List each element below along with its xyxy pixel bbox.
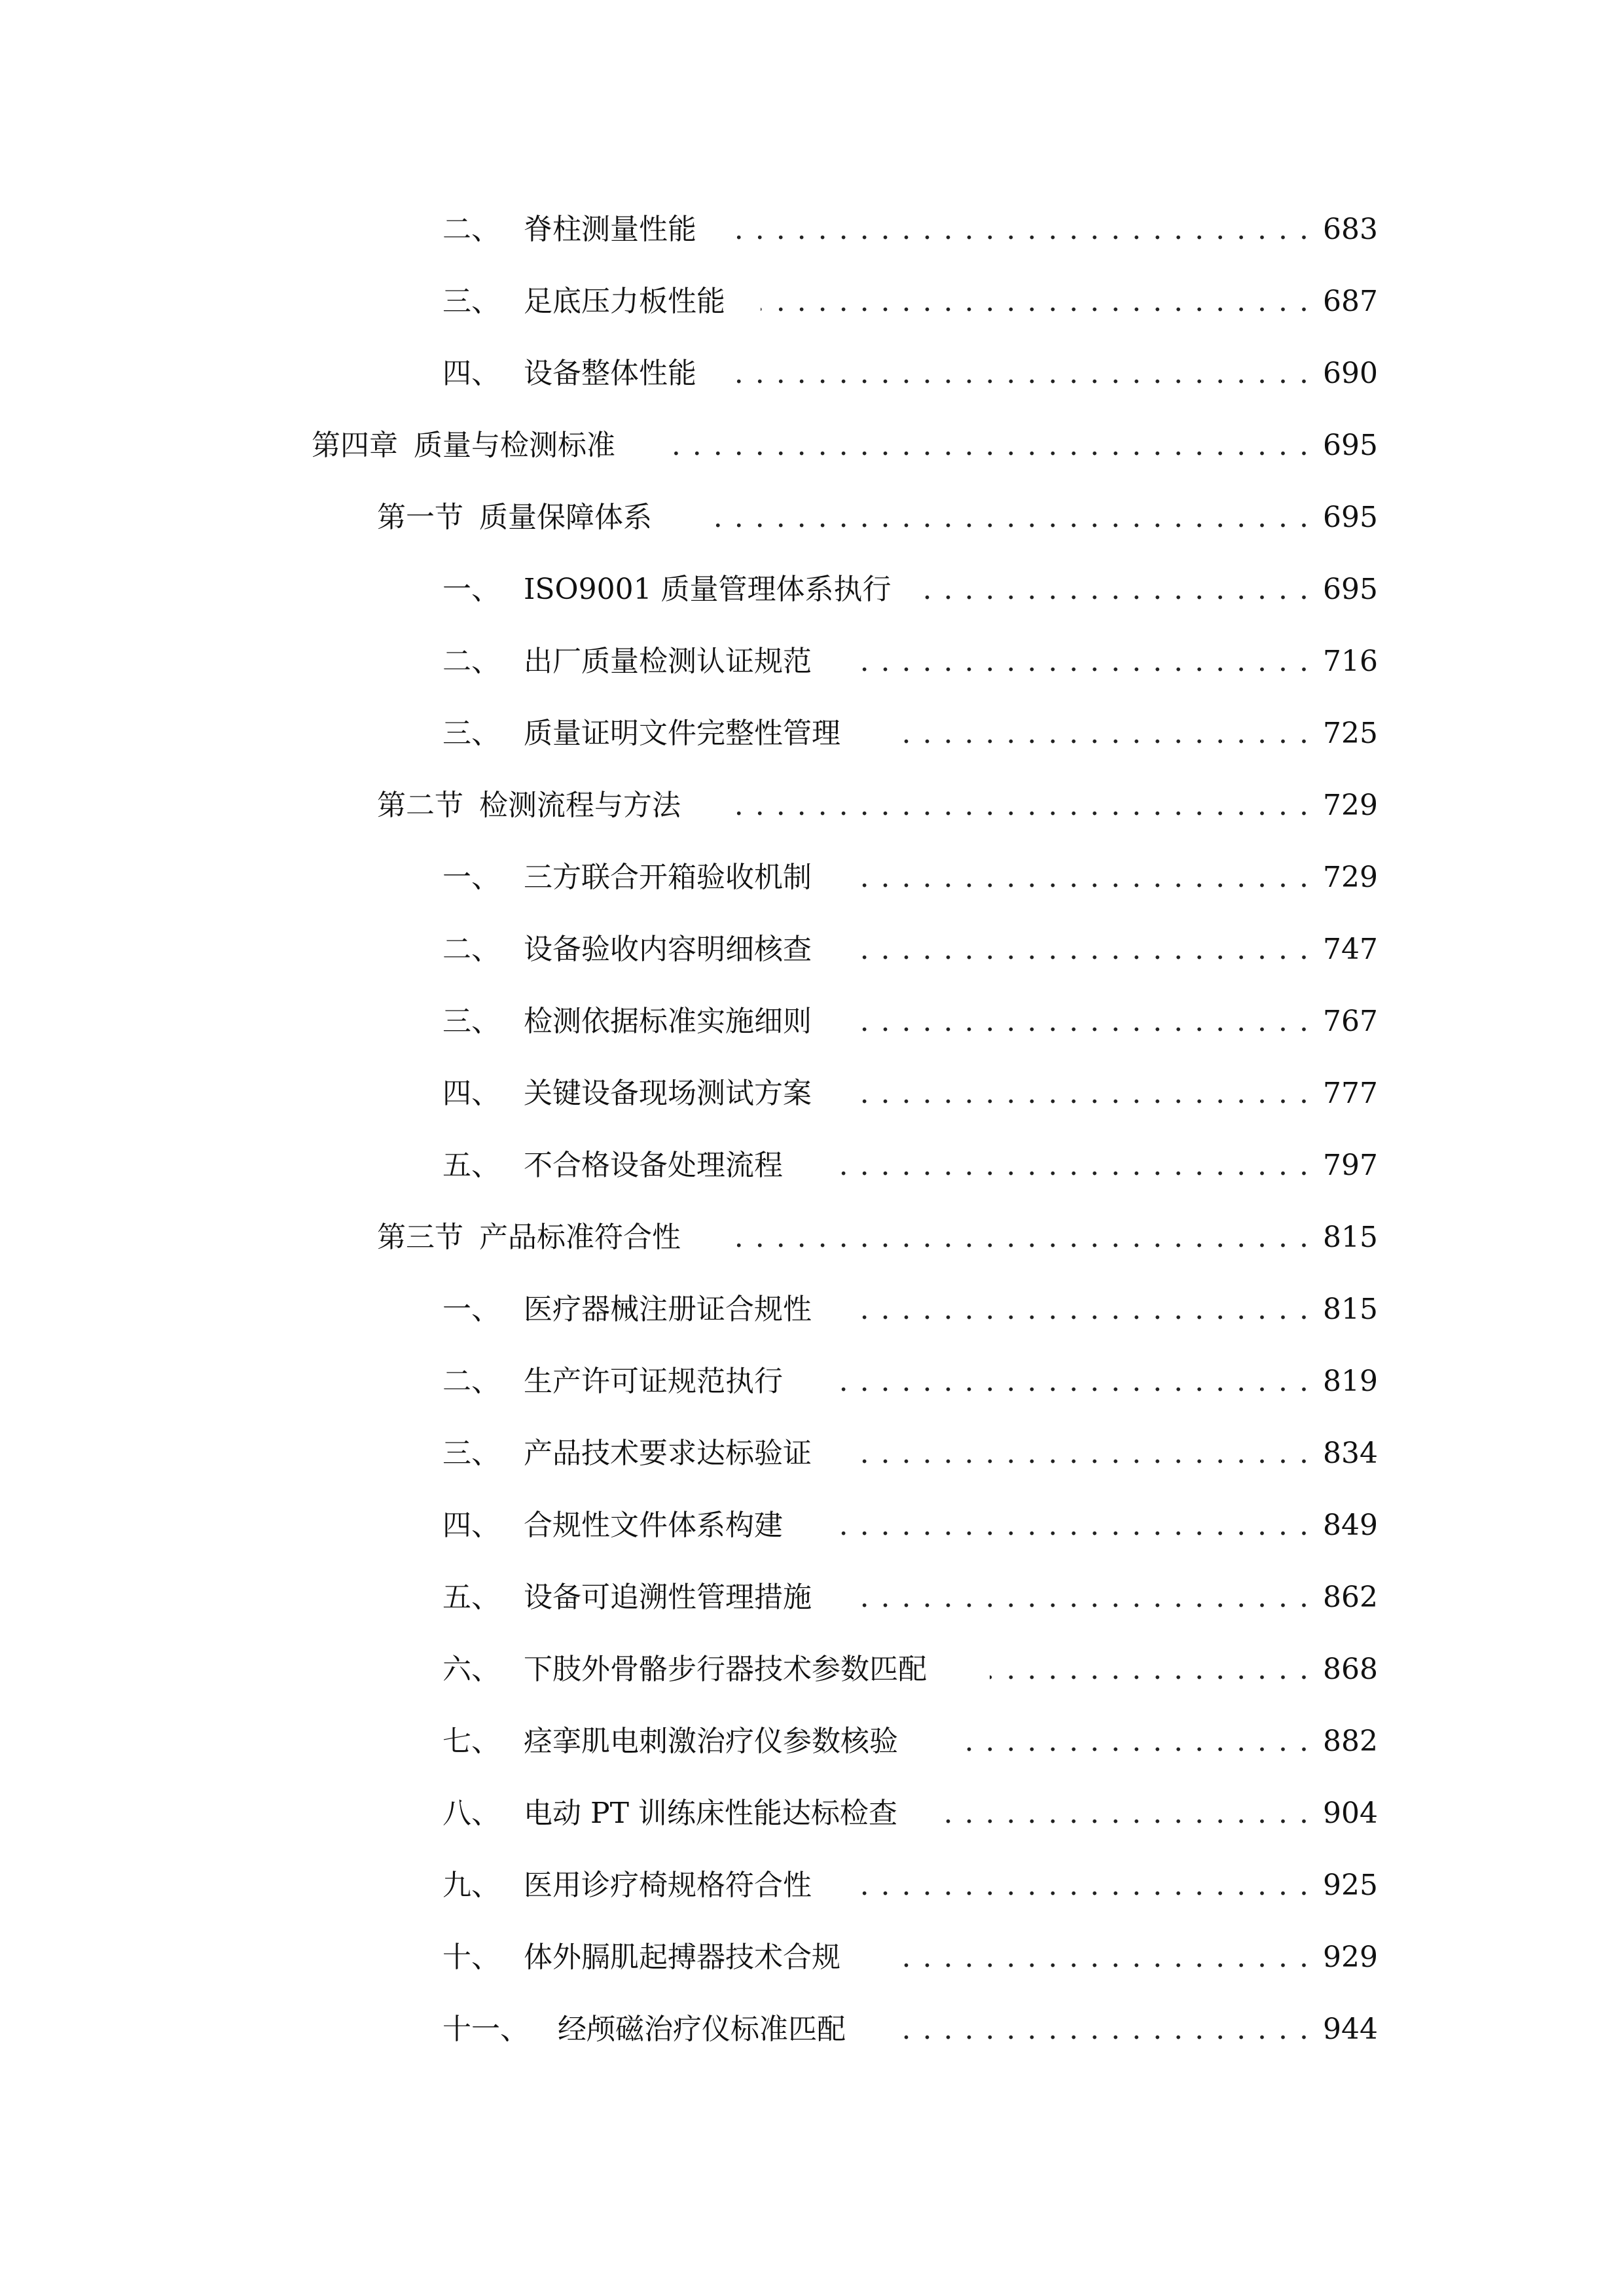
toc-entry[interactable] (0, 1994, 1624, 2066)
dot-leader (732, 1223, 1310, 1252)
toc-entry-title: 生产许可证规范执行 (524, 1365, 783, 1398)
toc-entry-title: 经颅磁治疗仪标准匹配 (558, 2013, 846, 2046)
toc-entry-number: 七、 (442, 1725, 500, 1758)
toc-entry[interactable] (0, 1634, 1624, 1706)
toc-page-number: 797 (1323, 1149, 1378, 1182)
dot-leader (728, 359, 1310, 388)
toc-entry[interactable] (0, 1274, 1624, 1346)
toc-entry-number: 八、 (442, 1797, 500, 1830)
toc-entry-number: 四、 (442, 357, 500, 390)
toc-entry-section[interactable] (0, 770, 1624, 842)
toc-page-number: 729 (1323, 861, 1378, 894)
toc-entry[interactable] (0, 1490, 1624, 1562)
toc-entry[interactable] (0, 1418, 1624, 1490)
toc-entry-number: 三、 (442, 717, 500, 750)
toc-page-number: 683 (1323, 213, 1378, 246)
toc-entry[interactable] (0, 266, 1624, 338)
toc-page-number: 777 (1323, 1077, 1378, 1110)
dot-leader (943, 1799, 1310, 1828)
dot-leader (668, 431, 1310, 460)
dot-leader (859, 1439, 1310, 1468)
toc-entry-number: 一、 (442, 861, 500, 894)
toc-entry-title: 设备可追溯性管理措施 (524, 1581, 812, 1614)
dot-leader (892, 1943, 1310, 1972)
toc-page-number: 695 (1323, 429, 1378, 462)
toc-entry-number: 十一、 (442, 2013, 529, 2046)
toc-entry-number: 三、 (442, 1437, 500, 1470)
toc-entry[interactable] (0, 1058, 1624, 1130)
toc-entry-title: 产品标准符合性 (479, 1221, 681, 1254)
toc-entry-section[interactable] (0, 1202, 1624, 1274)
dot-leader (957, 1727, 1310, 1756)
toc-entry-title: 质量保障体系 (479, 501, 652, 534)
toc-entry-title: 出厂质量检测认证规范 (524, 645, 812, 678)
toc-entry-number: 一、 (442, 573, 500, 606)
toc-entry-number: 第一节 (377, 501, 463, 534)
toc-page-number: 695 (1323, 501, 1378, 534)
toc-entry[interactable] (0, 1130, 1624, 1202)
toc-page-number: 815 (1323, 1221, 1378, 1254)
toc-entry[interactable] (0, 194, 1624, 266)
toc-entry-title: 质量证明文件完整性管理 (524, 717, 840, 750)
dot-leader (859, 647, 1310, 676)
toc-entry[interactable] (0, 338, 1624, 410)
dot-leader (761, 287, 1310, 316)
toc-entry-number: 二、 (442, 933, 500, 966)
toc-entry-number: 四、 (442, 1077, 500, 1110)
dot-leader (732, 791, 1310, 820)
dot-leader (859, 1871, 1310, 1900)
toc-entry-number: 第三节 (377, 1221, 463, 1254)
toc-entry-title: 设备验收内容明细核查 (524, 933, 812, 966)
toc-page-number: 868 (1323, 1653, 1378, 1686)
toc-entry-number: 第二节 (377, 789, 463, 822)
toc-page-number: 767 (1323, 1005, 1378, 1038)
toc-entry-title: ISO9001 质量管理体系执行 (524, 573, 892, 606)
toc-entry-title: 质量与检测标准 (414, 429, 615, 462)
toc-page-number: 815 (1323, 1293, 1378, 1326)
toc-entry-title: 电动 PT 训练床性能达标检查 (524, 1797, 897, 1830)
toc-page-number: 925 (1323, 1869, 1378, 1902)
toc-page-number: 716 (1323, 645, 1378, 678)
toc-entry-title: 检测依据标准实施细则 (524, 1005, 812, 1038)
toc-page-number: 687 (1323, 285, 1378, 318)
toc-entry[interactable] (0, 554, 1624, 626)
toc-entry-title: 关键设备现场测试方案 (524, 1077, 812, 1110)
toc-entry[interactable] (0, 1562, 1624, 1634)
toc-entry-number: 二、 (442, 213, 500, 246)
toc-entry[interactable] (0, 1922, 1624, 1994)
toc-entry[interactable] (0, 698, 1624, 770)
toc-page-number: 819 (1323, 1365, 1378, 1398)
dot-leader (859, 1583, 1310, 1612)
toc-entry-number: 四、 (442, 1509, 500, 1542)
dot-leader (892, 719, 1310, 748)
toc-page-number: 929 (1323, 1941, 1378, 1974)
dot-leader (892, 2015, 1310, 2044)
toc-entry-title: 医用诊疗椅规格符合性 (524, 1869, 812, 1902)
dot-leader (826, 1151, 1310, 1180)
dot-leader (859, 1079, 1310, 1108)
dot-leader (916, 575, 1310, 604)
toc-entry-number: 第四章 (312, 429, 398, 462)
toc-entry-number: 九、 (442, 1869, 500, 1902)
toc-page-number: 882 (1323, 1725, 1378, 1758)
toc-entry-number: 二、 (442, 645, 500, 678)
dot-leader (859, 863, 1310, 892)
toc-entry-title: 医疗器械注册证合规性 (524, 1293, 812, 1326)
toc-page-number: 862 (1323, 1581, 1378, 1614)
toc-entry-number: 六、 (442, 1653, 500, 1686)
dot-leader (826, 1511, 1310, 1540)
dot-leader (859, 1007, 1310, 1036)
toc-page-number: 695 (1323, 573, 1378, 606)
toc-entry[interactable] (0, 842, 1624, 914)
dot-leader (859, 1295, 1310, 1324)
table-of-contents (0, 194, 1624, 2066)
toc-entry-title: 体外膈肌起搏器技术合规 (524, 1941, 840, 1974)
toc-entry[interactable] (0, 1706, 1624, 1778)
toc-entry-number: 二、 (442, 1365, 500, 1398)
toc-entry-section[interactable] (0, 482, 1624, 554)
toc-entry[interactable] (0, 1778, 1624, 1850)
toc-entry[interactable] (0, 1850, 1624, 1922)
toc-entry-chapter[interactable] (0, 410, 1624, 482)
toc-entry-title: 三方联合开箱验收机制 (524, 861, 812, 894)
toc-entry-number: 五、 (442, 1581, 500, 1614)
toc-entry-title: 下肢外骨骼步行器技术参数匹配 (524, 1653, 927, 1686)
dot-leader (990, 1655, 1310, 1684)
toc-entry[interactable] (0, 986, 1624, 1058)
toc-entry-number: 三、 (442, 285, 500, 318)
toc-entry-title: 痉挛肌电刺激治疗仪参数核验 (524, 1725, 898, 1758)
dot-leader (728, 215, 1310, 244)
toc-entry-title: 产品技术要求达标验证 (524, 1437, 812, 1470)
toc-entry-title: 设备整体性能 (524, 357, 696, 390)
toc-page-number: 747 (1323, 933, 1378, 966)
toc-entry-number: 十、 (442, 1941, 500, 1974)
dot-leader (700, 503, 1310, 532)
dot-leader (859, 935, 1310, 964)
toc-page-number: 834 (1323, 1437, 1378, 1470)
dot-leader (826, 1367, 1310, 1396)
toc-entry-number: 三、 (442, 1005, 500, 1038)
toc-page-number: 690 (1323, 357, 1378, 390)
toc-page-number: 849 (1323, 1509, 1378, 1542)
toc-entry-title: 检测流程与方法 (479, 789, 681, 822)
toc-page-number: 944 (1323, 2013, 1378, 2046)
toc-entry[interactable] (0, 1346, 1624, 1418)
toc-page-number: 729 (1323, 789, 1378, 822)
toc-entry-number: 一、 (442, 1293, 500, 1326)
toc-entry-number: 五、 (442, 1149, 500, 1182)
toc-page-number: 904 (1323, 1797, 1378, 1830)
toc-entry[interactable] (0, 626, 1624, 698)
toc-entry[interactable] (0, 914, 1624, 986)
toc-page-number: 725 (1323, 717, 1378, 750)
toc-entry-title: 脊柱测量性能 (524, 213, 696, 246)
toc-entry-title: 不合格设备处理流程 (524, 1149, 783, 1182)
toc-entry-title: 足底压力板性能 (524, 285, 725, 318)
toc-entry-title: 合规性文件体系构建 (524, 1509, 783, 1542)
